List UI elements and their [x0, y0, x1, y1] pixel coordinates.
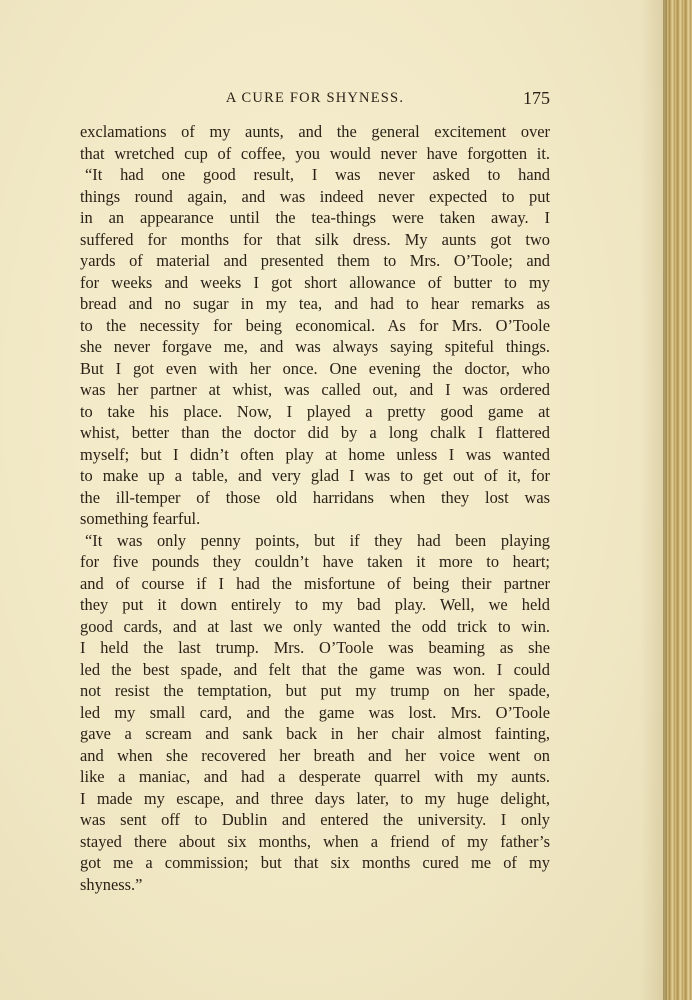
- text-line: something fearful.: [80, 509, 201, 528]
- text-line: and when she recovered her breath and her voice went on: [80, 745, 550, 765]
- text-line: like a maniac, and had a desperate quarrel with my aunts.: [80, 767, 550, 786]
- text-line: was sent off to Dublin and entered the university. I only: [80, 810, 550, 829]
- text-line: whist, better than the doctor did by a long chalk I flattered: [80, 423, 550, 442]
- text-line: she never forgave me, and was always saying spiteful things.: [80, 337, 550, 356]
- text-line: led my small card, and the game was lost. Mrs. O’Toole: [80, 702, 550, 722]
- text-line: to make up a table, and very glad I was to get out of it, for: [80, 466, 550, 485]
- text-line: got me a commission; but that six months cured me of my: [80, 853, 550, 872]
- text-line: in an appearance until the tea-things were taken away. I: [80, 208, 550, 227]
- text-line: they put it down entirely to my bad play. Well, we held: [80, 595, 550, 614]
- text-line: to the necessity for being economical. As for Mrs. O’Toole: [80, 315, 550, 335]
- page-header: [80, 88, 550, 112]
- text-line: I held the last trump. Mrs. O’Toole was beaming as she: [80, 638, 550, 657]
- text-line: But I got even with her once. One evening the doctor, who: [80, 358, 550, 378]
- text-line: bread and no sugar in my tea, and had to hear remarks as: [80, 294, 550, 313]
- text-line: for five pounds they couldn’t have taken it more to heart;: [80, 552, 550, 571]
- text-line: shyness.”: [80, 874, 143, 894]
- body-text: [80, 121, 550, 895]
- text-line: stayed there about six months, when a friend of my father’s: [80, 831, 550, 851]
- text-line: “It was only penny points, but if they had been playing: [85, 530, 550, 550]
- text-line: exclamations of my aunts, and the general excitement over: [80, 122, 550, 141]
- page-number: 175: [523, 88, 550, 108]
- text-line: for weeks and weeks I got short allowance of butter to my: [80, 272, 550, 292]
- text-line: myself; but I didn’t often play at home unless I was wanted: [80, 444, 550, 464]
- text-line: led the best spade, and felt that the game was won. I could: [80, 659, 550, 679]
- text-line: I made my escape, and three days later, to my huge delight,: [80, 788, 550, 808]
- text-line: things round again, and was indeed never expected to put: [80, 186, 550, 206]
- running-head: A CURE FOR SHYNESS.: [225, 90, 405, 106]
- text-line: to take his place. Now, I played a pretty good game at: [80, 401, 550, 421]
- text-line: was her partner at whist, was called out, and I was ordered: [80, 380, 550, 399]
- text-line: the ill-temper of those old harridans when they lost was: [80, 487, 550, 507]
- text-line: gave a scream and sank back in her chair almost fainting,: [80, 724, 550, 743]
- text-line: good cards, and at last we only wanted the odd trick to win.: [80, 616, 550, 636]
- text-line: yards of material and presented them to Mrs. O’Toole; and: [80, 251, 550, 270]
- text-line: and of course if I had the misfortune of being their partner: [80, 573, 550, 593]
- text-line: suffered for months for that silk dress. My aunts got two: [80, 229, 550, 249]
- text-line: that wretched cup of coffee, you would never have forgotten it.: [80, 143, 550, 163]
- page-edges: [663, 0, 692, 1000]
- page-shadow: [640, 0, 665, 1000]
- text-line: “It had one good result, I was never asked to hand: [85, 165, 550, 184]
- text-line: not resist the temptation, but put my trump on her spade,: [80, 681, 550, 700]
